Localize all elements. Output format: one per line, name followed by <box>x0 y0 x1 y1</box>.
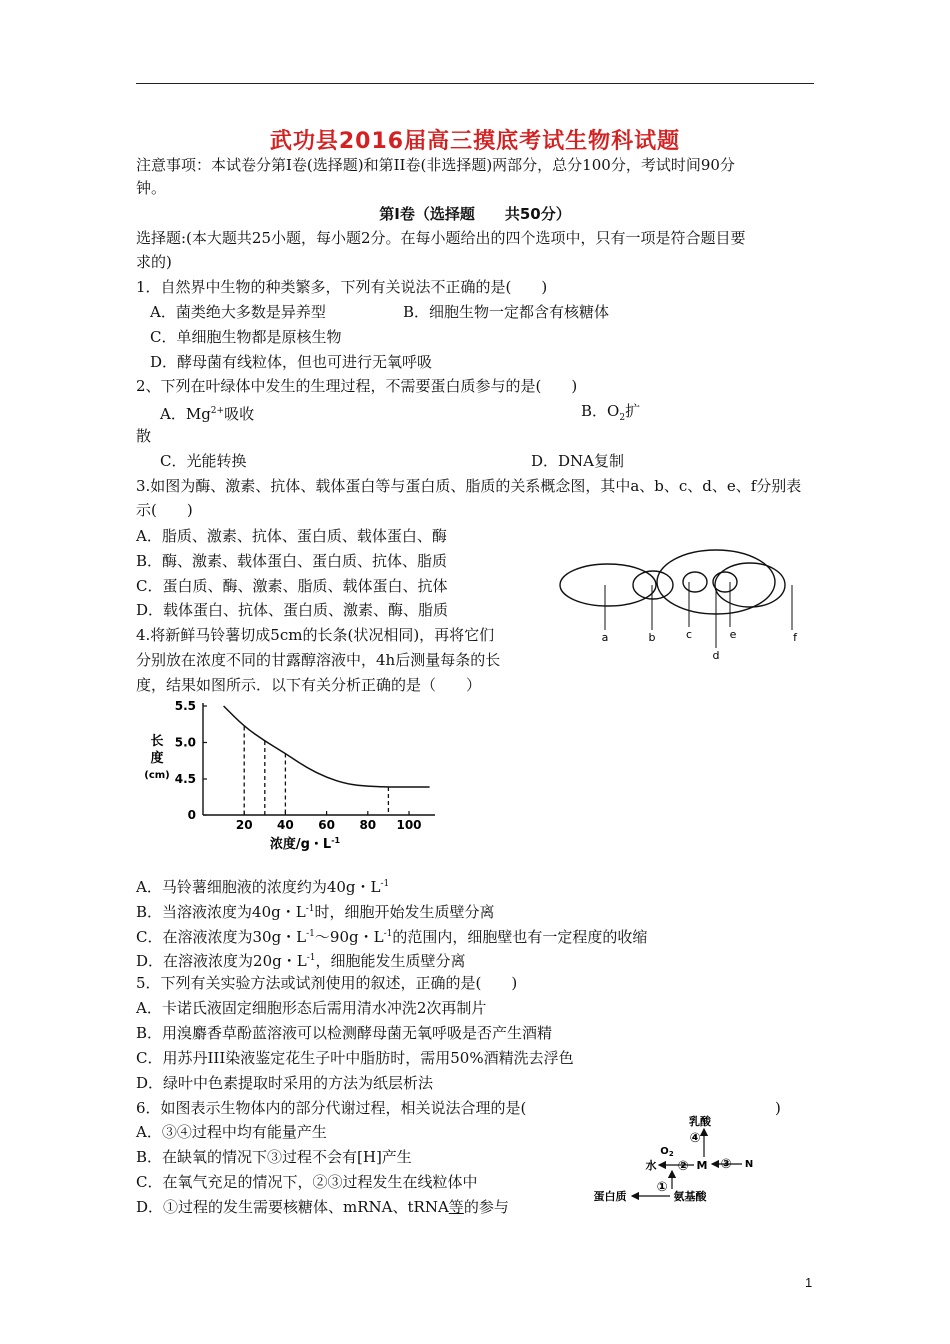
water-label: 水 <box>645 1159 657 1172</box>
q6-option-b: B．在缺氧的情况下③过程不会有[H]产生 <box>136 1148 412 1166</box>
q5-option-a: A．卡诺氏液固定细胞形态后需用清水冲洗2次再制片 <box>136 999 487 1017</box>
step-4-label: ④ <box>689 1131 701 1146</box>
q2-stem: 2、下列在叶绿体中发生的生理过程，不需要蛋白质参与的是( ) <box>136 377 578 395</box>
q6-option-c: C．在氧气充足的情况下，②③过程发生在线粒体中 <box>136 1173 478 1191</box>
lactic-acid-label: 乳酸 <box>689 1115 711 1128</box>
intro-line-2: 求的) <box>136 253 172 271</box>
q3-option-b: B．酶、激素、载体蛋白、蛋白质、抗体、脂质 <box>136 552 448 570</box>
q2-option-b-wrap: 散 <box>136 427 152 445</box>
q2-option-a: A．$Mg^{2+}$吸收 <box>160 405 255 423</box>
q6-stem-close: ) <box>775 1099 781 1117</box>
q3-option-d: D．载体蛋白、抗体、蛋白质、激素、酶、脂质 <box>136 601 449 619</box>
q1-option-b: B．细胞生物一定都含有核糖体 <box>403 303 610 321</box>
step-1-label: ① <box>656 1180 668 1195</box>
q5-option-b: B．用溴麝香草酚蓝溶液可以检测酵母菌无氧呼吸是否产生酒精 <box>136 1024 553 1042</box>
q3-option-a: A．脂质、激素、抗体、蛋白质、载体蛋白、酶 <box>136 527 447 545</box>
m-label: M <box>696 1159 708 1172</box>
metabolism-diagram <box>585 1115 765 1210</box>
x-tick-label: 80 <box>359 818 377 832</box>
section-title: 第Ⅰ卷（选择题 共50分） <box>379 205 571 223</box>
q6-stem: 6．如图表示生物体内的部分代谢过程，相关说法合理的是( <box>136 1099 527 1117</box>
q1-option-d: D．酵母菌有线粒体，但也可进行无氧呼吸 <box>150 353 433 371</box>
q5-option-c: C．用苏丹III染液鉴定花生子叶中脂肪时，需用50%酒精洗去浮色 <box>136 1049 574 1067</box>
ellipse-e <box>713 572 737 592</box>
label-c: c <box>685 628 693 641</box>
q4-stem-2: 分别放在浓度不同的甘露醇溶液中，4h后测量每条的长 <box>136 651 501 669</box>
n-label: N <box>744 1159 754 1170</box>
label-f: f <box>793 631 797 644</box>
label-b: b <box>648 631 656 644</box>
q1-option-c: C．单细胞生物都是原核生物 <box>150 328 342 346</box>
y-tick-label: 0 <box>187 808 196 822</box>
q5-option-d: D．绿叶中色素提取时采用的方法为纸层析法 <box>136 1074 434 1092</box>
q4-option-c: C．在溶液浓度为30g・$L^{-1}\sim 90g$・$L^{-1}$的范围内，细胞壁也有一定程度的收缩 <box>136 928 648 946</box>
ylabel-line-2: 度 <box>150 751 164 766</box>
q4-option-d: D．在溶液浓度为20g・$L^{-1}$，细胞能发生质壁分离 <box>136 952 466 970</box>
x-tick-label: 60 <box>318 818 335 832</box>
concept-diagram <box>555 540 815 665</box>
q2-option-d: D．DNA复制 <box>531 452 625 470</box>
ylabel-unit: (cm) <box>144 770 170 781</box>
length-curve <box>224 706 430 787</box>
q2-option-c: C．光能转换 <box>160 452 247 470</box>
intro-line-1: 选择题:(本大题共25小题，每小题2分。在每小题给出的四个选项中，只有一项是符合题目要 <box>136 229 746 247</box>
label-d: d <box>712 649 720 662</box>
q5-stem: 5．下列有关实验方法或试剂使用的叙述，正确的是( ) <box>136 974 518 992</box>
q4-stem-1: 4.将新鲜马铃薯切成5cm的长条(状况相同)，再将它们 <box>136 626 495 644</box>
q4-option-b: B．当溶液浓度为40g・$L^{-1}$时，细胞开始发生质壁分离 <box>136 903 495 921</box>
label-a: a <box>601 631 609 644</box>
notice-line-1: 注意事项：本试卷分第Ⅰ卷(选择题)和第II卷(非选择题)两部分，总分100分，考试时间90分 <box>136 156 735 174</box>
page-number: 1 <box>805 1275 813 1290</box>
step-2-label: ② <box>677 1159 689 1174</box>
exam-title: 武功县2016届高三摸底考试生物科试题 <box>269 129 681 154</box>
q3-stem-2: 示( ) <box>136 501 193 519</box>
q1-stem: 1．自然界中生物的种类繁多，下列有关说法不正确的是( ) <box>136 278 548 296</box>
step-3-label: ③ <box>720 1157 732 1172</box>
ellipse-b <box>633 571 673 599</box>
label-e: e <box>729 628 737 641</box>
q6-option-d: D．①过程的发生需要核糖体、mRNA、tRNA等的参与 <box>136 1198 509 1216</box>
y-tick-label: 5.5 <box>174 700 196 713</box>
q4-option-a: A．马铃薯细胞液的浓度约为40g・$L^{-1}$ <box>136 878 390 896</box>
q2-option-b: B．$O_2$扩 <box>581 402 641 423</box>
xlabel: 浓度/g・$L^{-1}$ <box>269 836 341 852</box>
o2-label: $O_2$ <box>660 1146 674 1158</box>
ylabel-line-1: 长 <box>150 734 164 749</box>
notice-line-2: 钟。 <box>136 179 167 197</box>
q1-option-a: A．菌类绝大多数是异养型 <box>150 303 326 321</box>
y-tick-label: 5.0 <box>174 735 196 750</box>
length-chart <box>140 700 440 860</box>
x-tick-label: 20 <box>235 818 253 832</box>
top-rule <box>136 83 814 84</box>
protein-label: 蛋白质 <box>593 1190 627 1203</box>
amino-acid-label: 氨基酸 <box>673 1190 707 1203</box>
ellipse-c <box>683 572 707 592</box>
y-tick-label: 4.5 <box>174 772 196 786</box>
q3-stem-1: 3.如图为酶、激素、抗体、载体蛋白等与蛋白质、脂质的关系概念图，其中a、b、c、d、e、f分别表 <box>136 477 802 495</box>
ellipse-a <box>560 564 656 606</box>
q4-stem-3: 度，结果如图所示．以下有关分析正确的是（ ） <box>136 676 482 694</box>
x-tick-label: 100 <box>396 818 422 832</box>
q3-option-c: C．蛋白质、酶、激素、脂质、载体蛋白、抗体 <box>136 577 448 595</box>
x-tick-label: 40 <box>277 818 294 832</box>
q6-option-a: A．③④过程中均有能量产生 <box>136 1123 327 1141</box>
